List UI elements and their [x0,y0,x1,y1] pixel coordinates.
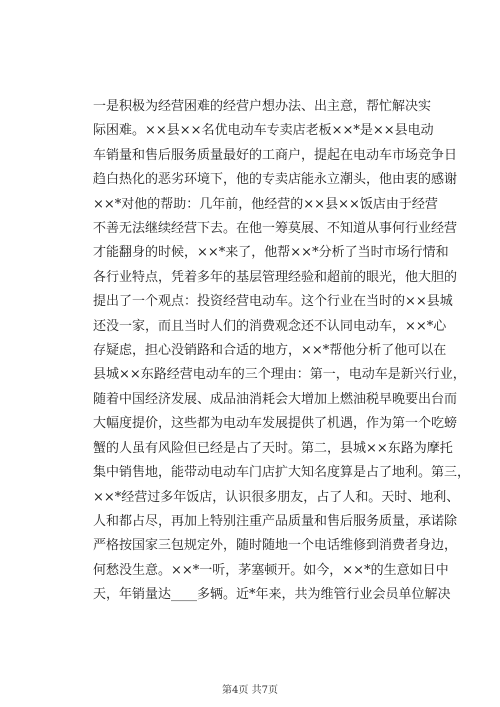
text-line: 何愁没生意。××*一听，茅塞顿开。如今，××*的生意如日中 [93,562,449,578]
text-line: 际困难。××县××名优电动车专卖店老板××*是××县电动 [93,123,434,139]
text-line: ××*对他的帮助：几年前，他经营的××县××饭店由于经营 [93,196,438,212]
text-line: 人和都占尽，再加上特别注重产品质量和售后服务质量，承诺除 [93,513,458,529]
text-line: 各行业特点，凭着多年的基层管理经验和超前的眼光，他大胆的 [93,269,458,285]
text-line: 才能翻身的时候，××*来了，他帮××*分析了当时市场行情和 [93,245,449,261]
text-line: 严格按国家三包规定外，随时随地一个电话维修到消费者身边， [93,538,458,554]
text-line: 大幅度提价，这些都为电动车发展提供了机遇，作为第一个吃螃 [93,416,458,432]
text-line: 不善无法继续经营下去。在他一筹莫展、不知道从事何行业经营 [93,221,458,237]
text-line: 随着中国经济发展、成品油消耗会大增加上燃油税早晚要出台而 [93,391,458,407]
text-line: 提出了一个观点：投资经营电动车。这个行业在当时的××县城 [93,294,453,310]
text-line: 还没一家，而且当时人们的消费观念还不认同电动车，××*心 [93,318,447,334]
page-footer: 第4页 共7页 [222,685,278,696]
text-line: 县城××东路经营电动车的三个理由：第一，电动车是新兴行业， [93,367,466,383]
text-line: 蟹的人虽有风险但已经是占了天时。第二，县城××东路为摩托 [93,440,453,456]
text-line: 趋白热化的恶劣环境下，他的专卖店能永立潮头，他由衷的感谢 [93,172,458,188]
text-line: 一是积极为经营困难的经营户想办法、出主意，帮忙解决实 [93,99,432,114]
text-line: 天，年销量达____多辆。近*年来，共为维管行业会员单位解决 [93,587,451,603]
text-line: 车销量和售后服务质量最好的工商户，提起在电动车市场竞争日 [93,147,458,163]
text-line: 集中销售地，能带动电动车门店扩大知名度算是占了地利。第三， [93,465,471,481]
text-line: 存疑虑，担心没销路和合适的地方，××*帮他分析了他可以在 [93,343,447,359]
body-text [93,95,471,608]
text-line: ××*经营过多年饭店，认识很多朋友，占了人和。天时、地利、 [93,489,460,505]
